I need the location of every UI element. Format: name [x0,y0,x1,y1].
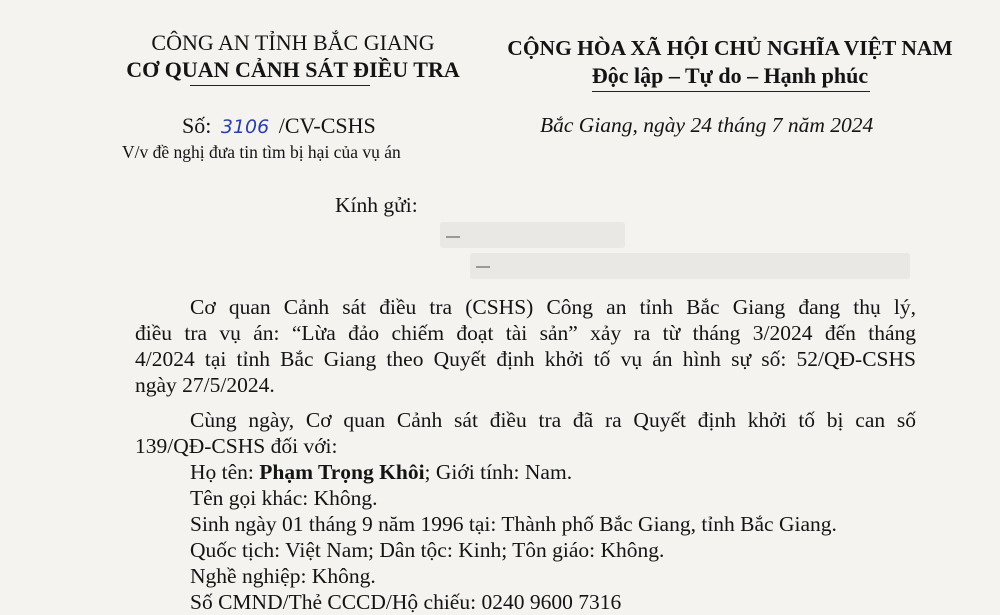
header-underline-left [190,85,370,86]
redaction-mark-1 [446,236,460,238]
department-name: CƠ QUAN CẢNH SÁT ĐIỀU TRA [126,57,460,82]
nationality-line: Quốc tịch: Việt Nam; Dân tộc: Kinh; Tôn giáo: Không. [190,538,665,562]
place-date: Bắc Giang, ngày 24 tháng 7 năm 2024 [540,113,874,137]
gender: ; Giới tính: Nam. [424,460,573,484]
country-name: CỘNG HÒA XÃ HỘI CHỦ NGHĨA VIỆT NAM [507,36,953,60]
number-prefix: Số: [182,113,212,138]
redacted-recipient-1 [440,222,625,248]
number-suffix: /CV-CSHS [278,113,376,138]
redacted-recipient-2 [470,253,910,279]
paragraph-1-line-1: Cơ quan Cảnh sát điều tra (CSHS) Công an tỉnh Bắc Giang đang thụ lý, [190,295,916,319]
paragraph-1-line-3: 4/2024 tại tỉnh Bắc Giang theo Quyết định khởi tố vụ án hình sự số: 52/QĐ-CSHS [135,347,916,371]
redaction-mark-2 [476,266,490,268]
occupation-line: Nghề nghiệp: Không. [190,564,376,588]
header-underline-right [592,91,870,92]
id-number-line: Số CMND/Thẻ CCCD/Hộ chiếu: 0240 9600 7316 [190,590,622,614]
document-subject: V/v đề nghị đưa tin tìm bị hại của vụ án [122,142,401,162]
recipient-label: Kính gửi: [335,193,418,217]
birth-line: Sinh ngày 01 tháng 9 năm 1996 tại: Thành phố Bắc Giang, tỉnh Bắc Giang. [190,512,837,536]
paragraph-2-line-1: Cùng ngày, Cơ quan Cảnh sát điều tra đã ra Quyết định khởi tố bị can số [190,408,916,432]
paragraph-2-line-2: 139/QĐ-CSHS đối với: [135,434,338,458]
agency-name: CÔNG AN TỈNH BẮC GIANG [151,30,435,55]
paragraph-1-line-4: ngày 27/5/2024. [135,373,275,397]
national-motto: Độc lập – Tự do – Hạnh phúc [591,63,869,88]
suspect-name-line [190,459,572,485]
document-number [182,113,376,139]
alias-line: Tên gọi khác: Không. [190,486,378,510]
handwritten-number: 3106 [220,116,270,138]
name-label: Họ tên: [190,460,260,484]
suspect-name: Phạm Trọng Khôi [259,460,425,484]
paragraph-1-line-2: điều tra vụ án: “Lừa đảo chiếm đoạt tài sản” xảy ra từ tháng 3/2024 đến tháng [135,321,916,345]
